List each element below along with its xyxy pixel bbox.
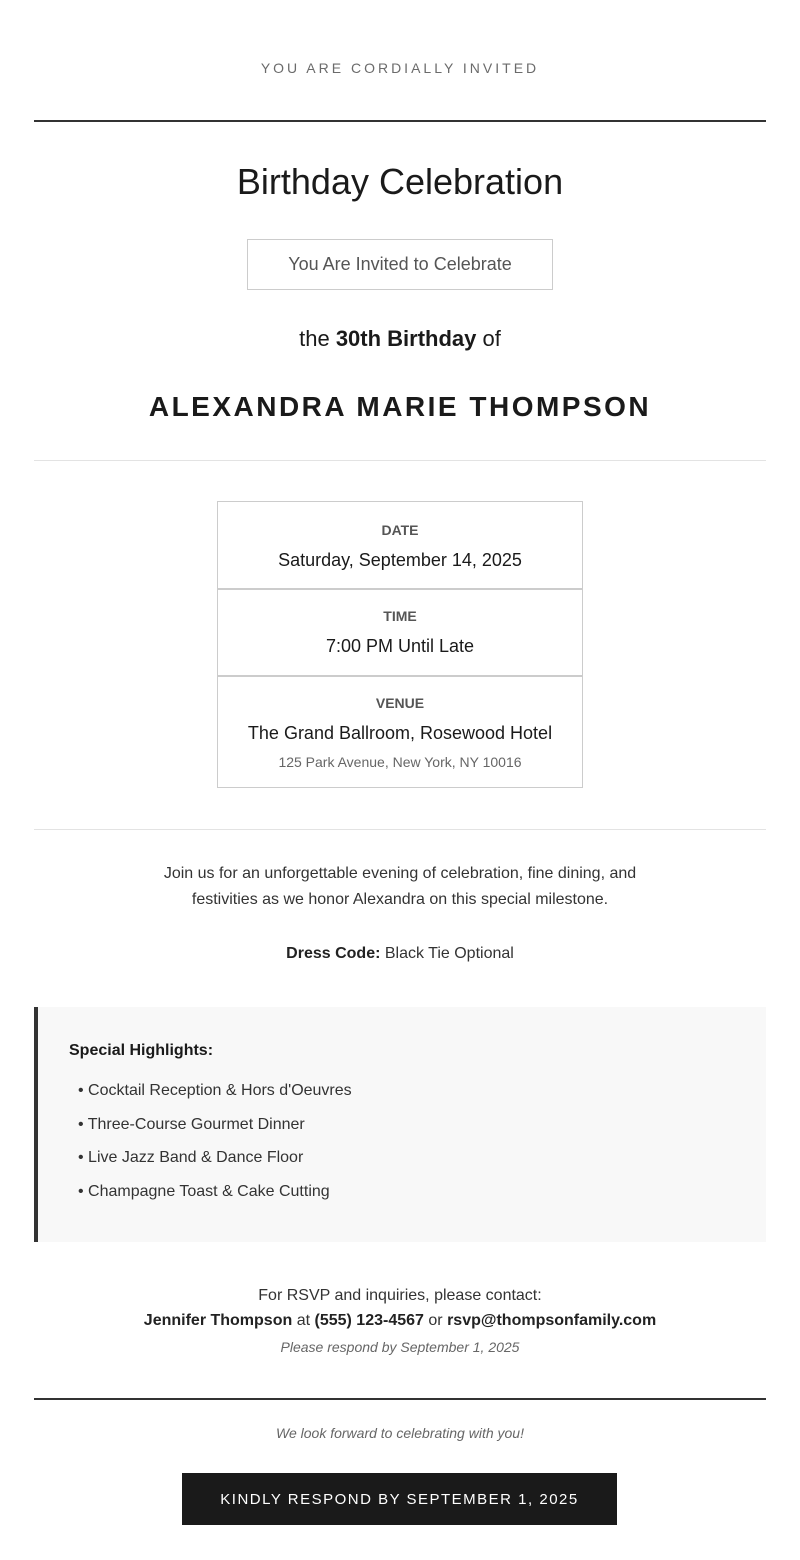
- time-cell: [217, 588, 583, 676]
- subtitle-text: You Are Invited to Celebrate: [288, 254, 512, 274]
- closing-message: We look forward to celebrating with you!: [276, 1425, 524, 1441]
- event-details-table: [217, 501, 581, 787]
- highlights-panel: [34, 1007, 766, 1242]
- section-divider: [34, 460, 766, 461]
- list-item: • Live Jazz Band & Dance Floor: [78, 1149, 304, 1166]
- venue-address: 125 Park Avenue, New York, NY 10016: [278, 754, 522, 770]
- venue-label: VENUE: [375, 695, 425, 711]
- highlights-list: [78, 1081, 352, 1215]
- contact-at: at: [296, 1312, 311, 1329]
- respond-by-note: Please respond by September 1, 2025: [280, 1339, 520, 1355]
- contact-or: or: [428, 1312, 443, 1329]
- venue-cell: [217, 675, 583, 788]
- eyebrow-text: YOU ARE CORDIALLY INVITED: [260, 60, 540, 76]
- invitation-email: [34, 0, 766, 1560]
- contact-phone[interactable]: (555) 123-4567: [314, 1312, 424, 1329]
- time-label: TIME: [383, 608, 417, 624]
- contact-name: Jennifer Thompson: [143, 1312, 293, 1329]
- dress-code-value: Black Tie Optional: [384, 945, 514, 962]
- birthday-prefix: the: [299, 326, 330, 351]
- section-divider: [34, 829, 766, 830]
- date-cell: [217, 501, 583, 589]
- dress-code-label: Dress Code:: [286, 945, 381, 962]
- dress-code: [34, 944, 766, 964]
- contact-line: [34, 1311, 766, 1331]
- rsvp-button[interactable]: KINDLY RESPOND BY SEPTEMBER 1, 2025: [182, 1473, 617, 1525]
- date-value: Saturday, September 14, 2025: [278, 550, 522, 570]
- contact-intro: For RSVP and inquiries, please contact:: [258, 1287, 542, 1304]
- list-item: • Champagne Toast & Cake Cutting: [78, 1182, 330, 1200]
- intro-message: Join us for an unforgettable evening of celebration, fine dining, and festivities as we honor Alexandra on this special milestone.: [163, 865, 637, 908]
- bottom-divider: [34, 1398, 766, 1400]
- contact-email[interactable]: rsvp@thompsonfamily.com: [447, 1312, 657, 1329]
- list-item: • Three-Course Gourmet Dinner: [78, 1115, 305, 1133]
- subtitle-box: [247, 239, 553, 290]
- birthday-strong: 30th Birthday: [335, 326, 477, 351]
- birthday-line: [34, 326, 766, 352]
- date-label: DATE: [381, 522, 419, 538]
- top-divider: [34, 120, 766, 122]
- venue-value: The Grand Ballroom, Rosewood Hotel: [247, 723, 553, 743]
- list-item: • Cocktail Reception & Hors d'Oeuvres: [78, 1082, 352, 1099]
- honoree-name: ALEXANDRA MARIE THOMPSON: [148, 391, 652, 422]
- highlights-title: Special Highlights:: [69, 1042, 214, 1059]
- birthday-suffix: of: [482, 326, 501, 351]
- time-value: 7:00 PM Until Late: [325, 636, 475, 656]
- invitation-title: Birthday Celebration: [236, 161, 564, 202]
